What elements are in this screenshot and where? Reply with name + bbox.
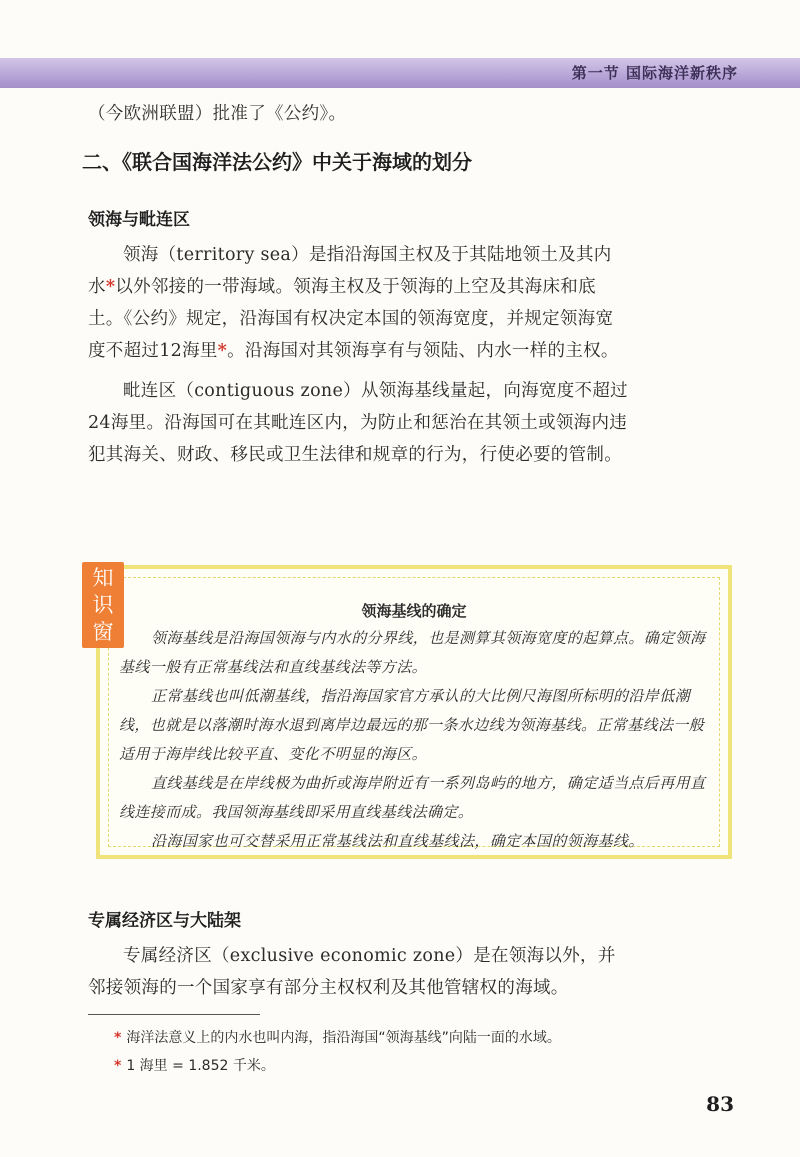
footnote-text: 1 海里 = 1.852 千米。	[126, 1058, 275, 1074]
footnote-star: *	[114, 1030, 122, 1046]
intro-line-block	[88, 98, 628, 130]
footnote-marker-2: *	[217, 341, 228, 361]
footnote-marker-1: *	[105, 277, 116, 297]
subsection-title-eez: 专属经济区与大陆架	[88, 911, 241, 931]
section-heading: 二、《联合国海洋法公约》中关于海域的划分	[82, 150, 472, 174]
footnote-1	[114, 1028, 561, 1048]
p1-part-b: 以外邻接的一带海域。领海主权及于领海的上空及其海床和底土。《公约》规定，沿海国有权决定本国的领海宽度，并规定领海宽度不超过12海里	[88, 277, 614, 361]
page-number: 83	[706, 1092, 734, 1116]
knowledge-box-body	[119, 624, 719, 856]
territorial-sea-text	[88, 239, 628, 471]
section-header-title: 第一节 国际海洋新秩序	[571, 64, 738, 82]
tag-char-1: 知	[92, 566, 114, 590]
knowledge-paragraph: 沿海国家也可交替采用正常基线法和直线基线法，确定本国的领海基线。	[151, 832, 644, 850]
footnote-text: 海洋法意义上的内水也叫内海，指沿海国“领海基线”向陆一面的水域。	[126, 1030, 561, 1046]
tag-char-3: 窗	[92, 620, 114, 644]
p1-part-c: 。沿海国对其领海享有与领陆、内水一样的主权。	[227, 341, 619, 361]
eez-text	[88, 940, 628, 1004]
subsection-title-territorial-sea: 领海与毗连区	[88, 210, 190, 230]
knowledge-paragraph: 正常基线也叫低潮基线，指沿海国家官方承认的大比例尺海图所标明的沿岸低潮线，也就是以落潮时海水退到离岸边最远的那一条水边线为领海基线。正常基线法一般适用于海岸线比较平直、变化不明显的海区。	[119, 687, 705, 763]
territorial-sea-paragraph	[88, 239, 628, 367]
tag-char-2: 识	[92, 593, 114, 617]
eez-paragraph: 专属经济区（exclusive economic zone）是在领海以外，并邻接领海的一个国家享有部分主权权利及其他管辖权的海域。	[88, 946, 616, 998]
knowledge-paragraph: 直线基线是在岸线极为曲折或海岸附近有一系列岛屿的地方，确定适当点后再用直线连接而成。我国领海基线即采用直线基线法确定。	[119, 774, 706, 821]
contiguous-zone-paragraph: 毗连区（contiguous zone）从领海基线量起，向海宽度不超过24海里。沿海国可在其毗连区内，为防止和惩治在其领土或领海内违犯其海关、财政、移民或卫生法律和规章的行为，行使必要的管制。	[88, 381, 628, 465]
footnote-divider	[88, 1014, 260, 1015]
knowledge-paragraph: 领海基线是沿海国领海与内水的分界线，也是测算其领海宽度的起算点。确定领海基线一般有正常基线法和直线基线法等方法。	[119, 629, 706, 676]
footnote-2	[114, 1056, 275, 1076]
intro-line: （今欧洲联盟）批准了《公约》。	[88, 104, 347, 124]
footnote-star: *	[114, 1058, 122, 1074]
p1-part-a: 领海（territory sea）是指沿海国主权及于其陆地领土及其内水	[88, 245, 612, 297]
knowledge-box-title: 领海基线的确定	[361, 602, 467, 620]
